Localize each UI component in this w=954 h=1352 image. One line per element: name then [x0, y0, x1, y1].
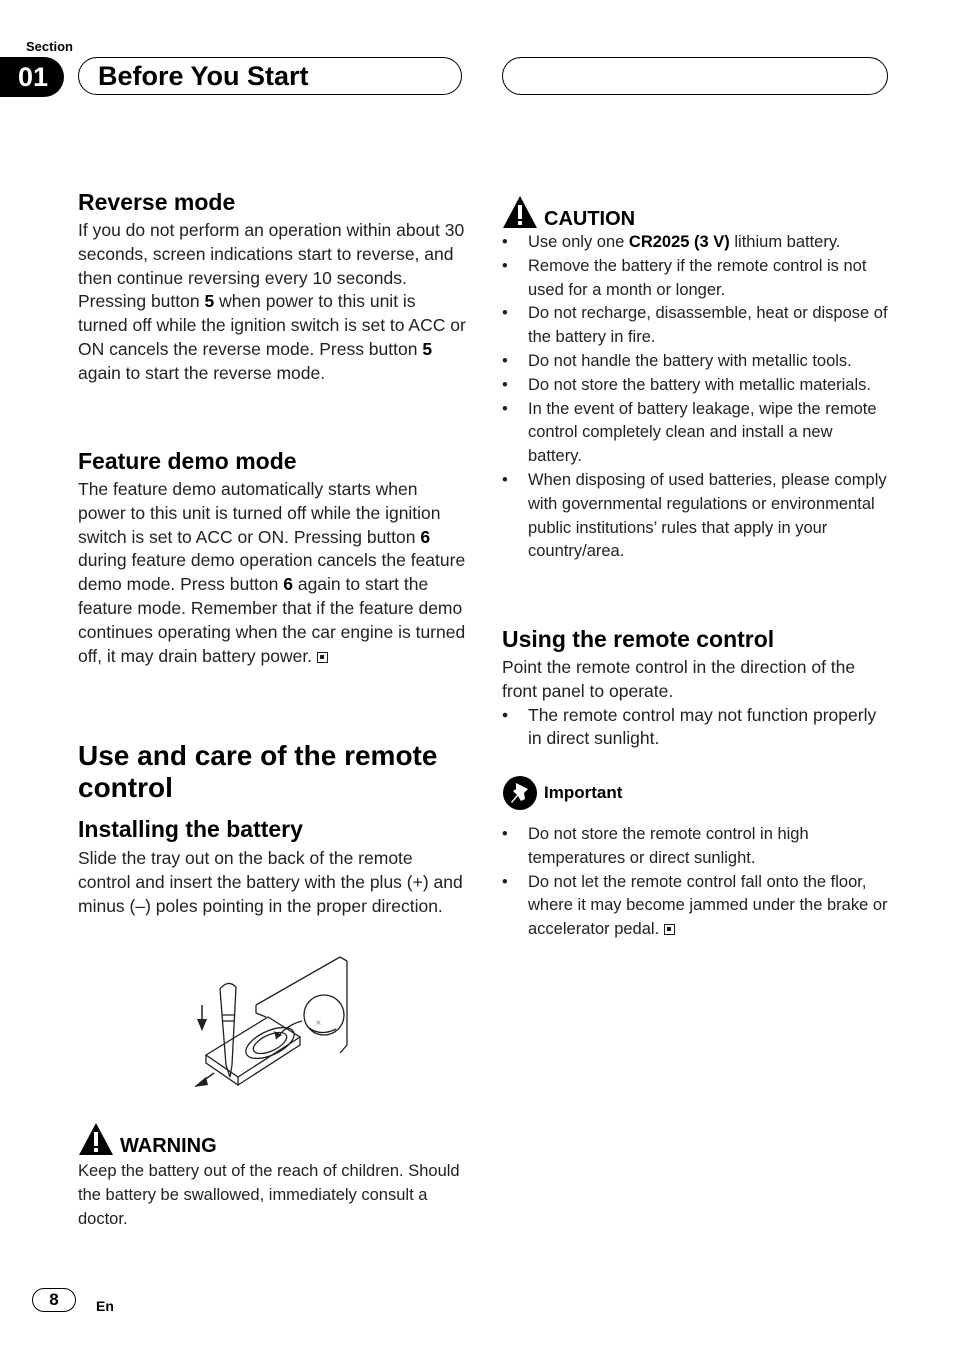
important-section — [502, 775, 890, 942]
important-pin-icon — [502, 775, 538, 811]
caution-item: • Use only one CR2025 (3 V) lithium battery. — [502, 231, 890, 255]
feature-demo-section — [78, 446, 466, 668]
warning-header — [78, 1122, 466, 1156]
important-header — [502, 775, 890, 811]
using-remote-item: • The remote control may not function properly in direct sunlight. — [502, 704, 890, 752]
warning-text: Keep the battery out of the reach of children. Should the battery be swallowed, immediately consult a doctor. — [78, 1162, 460, 1228]
battery-install-illustration — [190, 955, 350, 1095]
page-title-text: Before You Start — [98, 60, 309, 91]
remote-care-section — [78, 740, 466, 918]
header-blank-pill — [502, 57, 888, 95]
caution-item: • Do not handle the battery with metallic tools. — [502, 350, 890, 374]
section-number-badge: 01 — [0, 57, 64, 97]
caution-item: • Do not recharge, disassemble, heat or dispose of the battery in fire. — [502, 302, 890, 350]
caution-item: • When disposing of used batteries, please comply with governmental regulations or environmental public institutions’ rules that apply in your country/area. — [502, 469, 890, 564]
important-label: Important — [544, 783, 623, 802]
page-title — [78, 57, 462, 95]
remote-care-heading: Use and care of the remote control — [78, 740, 438, 803]
caution-triangle-icon — [502, 195, 538, 229]
reverse-mode-heading: Reverse mode — [78, 189, 236, 215]
end-mark-icon — [317, 652, 328, 663]
caution-item: • Do not store the battery with metallic materials. — [502, 374, 890, 398]
caution-header — [502, 195, 890, 229]
svg-text:×: × — [315, 1018, 322, 1027]
installing-battery-text: Slide the tray out on the back of the remote control and insert the battery with the plus (+) and minus (–) poles pointing in the proper direction. — [78, 848, 463, 916]
reverse-mode-section — [78, 187, 466, 386]
warning-label: WARNING — [120, 1135, 217, 1157]
using-remote-section — [502, 624, 890, 751]
feature-demo-heading: Feature demo mode — [78, 448, 297, 474]
using-remote-list — [502, 704, 890, 752]
language-label: En — [96, 1298, 114, 1314]
section-label: Section — [26, 39, 73, 54]
important-item: • Do not let the remote control fall onto the floor, where it may become jammed under the brake or accelerator pedal. — [502, 871, 890, 942]
caution-label: CAUTION — [544, 208, 636, 230]
caution-list — [502, 231, 890, 564]
reverse-mode-text: If you do not perform an operation within about 30 seconds, screen indications start to reverse, and then continue reversing every 10 seconds. Pressing button 5 when power to this unit is turned off while the ignition switch is set to ACC or ON cancels the reverse mode. Press button 5 again to start the reverse mode. — [78, 220, 466, 383]
warning-section — [78, 1122, 466, 1231]
using-remote-text: Point the remote control in the direction of the front panel to operate. — [502, 657, 856, 701]
page-number: 8 — [32, 1288, 76, 1312]
warning-triangle-icon — [78, 1122, 114, 1156]
installing-battery-heading: Installing the battery — [78, 816, 303, 842]
important-list — [502, 823, 890, 942]
caution-item: • In the event of battery leakage, wipe the remote control completely clean and install a new battery. — [502, 398, 890, 469]
important-item: • Do not store the remote control in high temperatures or direct sunlight. — [502, 823, 890, 871]
feature-demo-text: The feature demo automatically starts when power to this unit is turned off while the ignition switch is set to ACC or ON. Pressing button 6 during feature demo operation cancels the feature demo mode. Press button 6 again to start the feature mode. Remember that if the feature demo continues operating when the car engine is turned off, it may drain battery power. — [78, 479, 466, 666]
using-remote-heading: Using the remote control — [502, 626, 775, 652]
caution-item: • Remove the battery if the remote control is not used for a month or longer. — [502, 255, 890, 303]
caution-section — [502, 195, 890, 564]
end-mark-icon — [664, 924, 675, 935]
